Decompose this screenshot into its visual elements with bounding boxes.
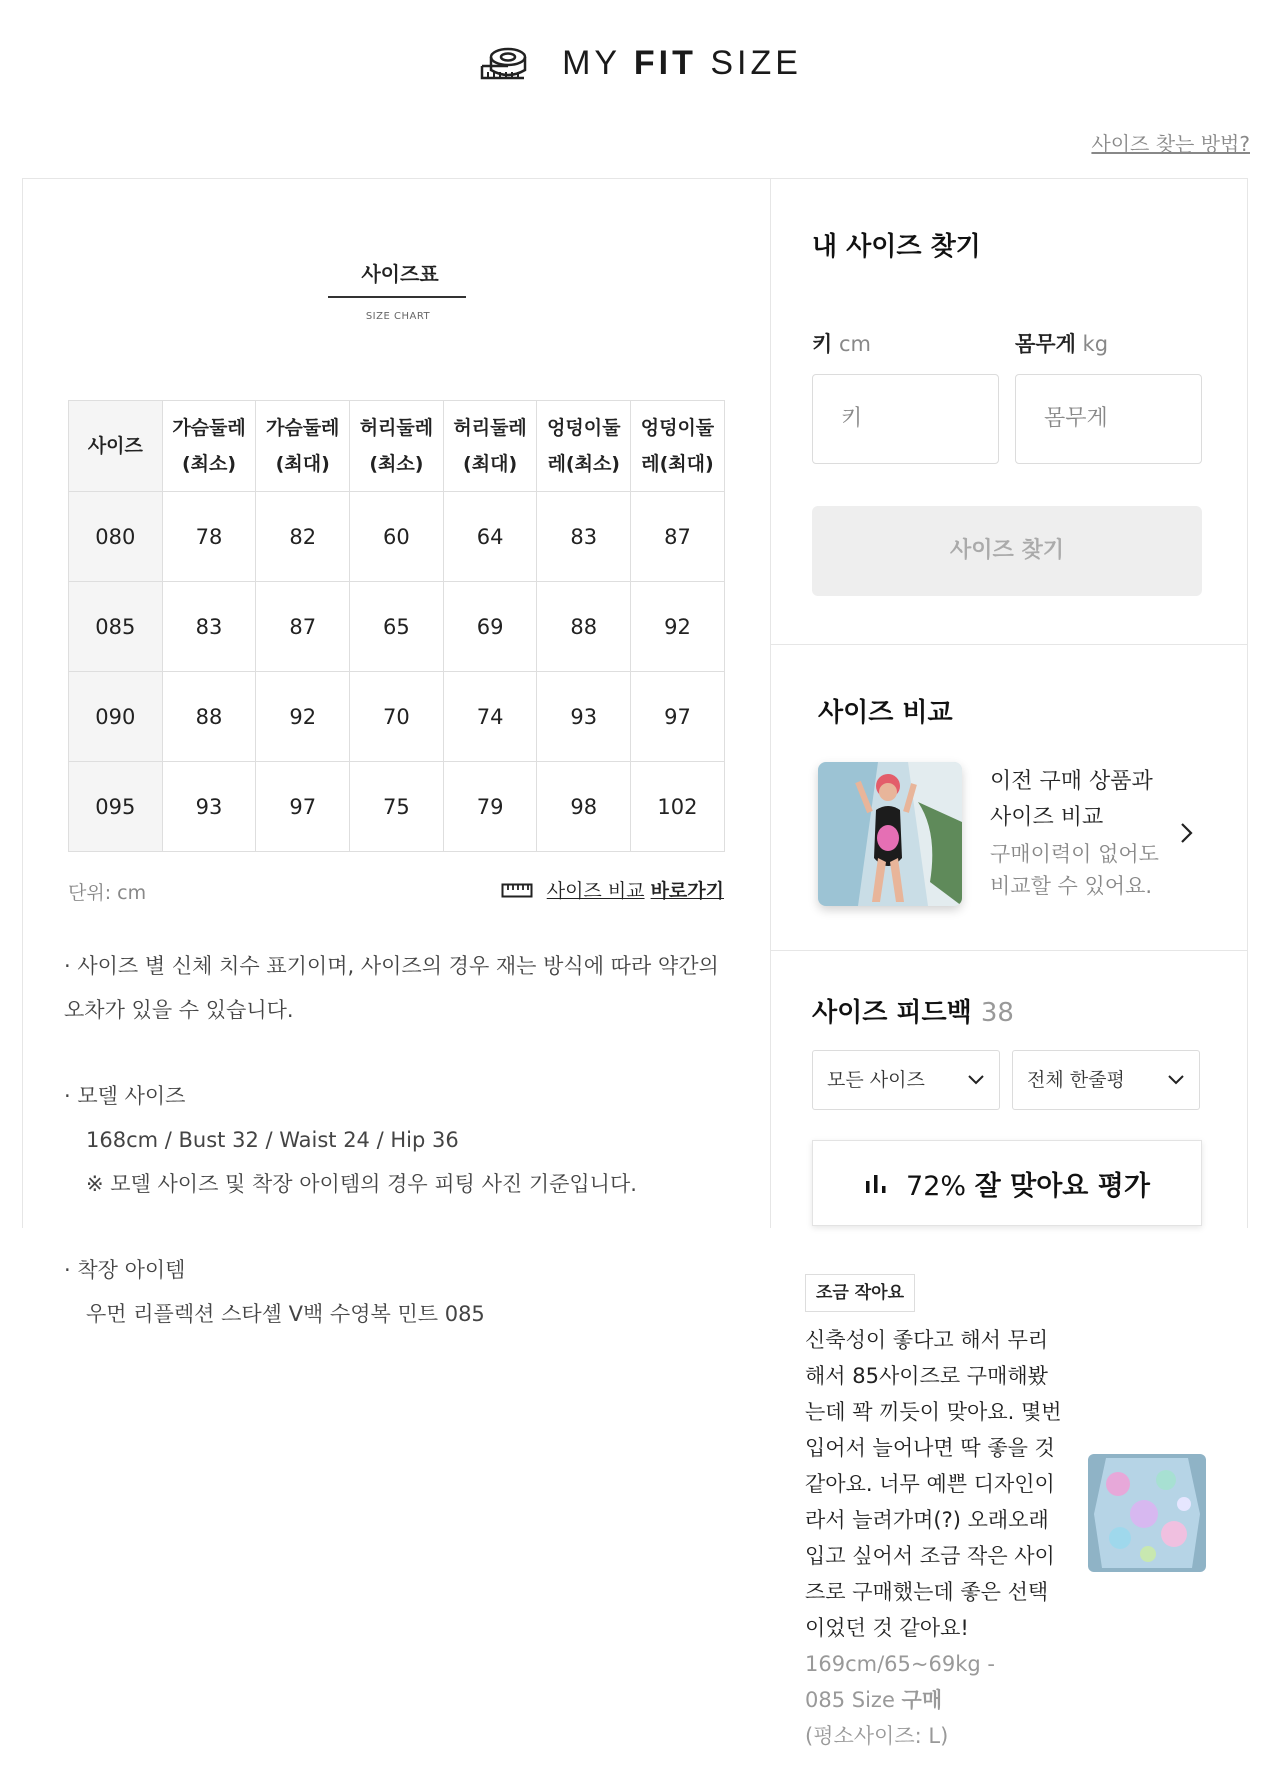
table-cell: 74 — [443, 672, 537, 762]
table-cell: 78 — [162, 492, 256, 582]
logo-wordmark: MY FIT SIZE — [562, 44, 802, 82]
weight-input[interactable]: 몸무게 — [1015, 374, 1202, 464]
table-cell: 82 — [256, 492, 350, 582]
table-cell: 75 — [350, 762, 444, 852]
size-cell: 085 — [69, 582, 163, 672]
model-note: ※ 모델 사이즈 및 착장 아이템의 경우 피팅 사진 기준입니다. — [86, 1172, 637, 1196]
size-notes — [64, 944, 744, 1336]
height-input[interactable]: 키 — [812, 374, 999, 464]
table-cell: 92 — [256, 672, 350, 762]
table-row — [69, 492, 725, 582]
table-cell: 102 — [631, 762, 725, 852]
fit-badge: 조금 작아요 — [805, 1274, 915, 1312]
column-header: 엉덩이둘 레(최소) — [537, 401, 631, 492]
worn-item-heading: · 착장 아이템 — [64, 1258, 186, 1282]
column-header: 허리둘레 (최소) — [350, 401, 444, 492]
table-cell: 88 — [537, 582, 631, 672]
review-text: 신축성이 좋다고 해서 무리해서 85사이즈로 구매해봤는데 꽉 끼듯이 맞아요. 몇번 입어서 늘어나면 딱 좋을 것 같아요. 너무 예쁜 디자인이라서 늘려가며(?) 오래오래 입고 싶어서 조금 작은 사이즈로 구매했는데 좋은 선택이었던 것 같아요! — [805, 1328, 1062, 1640]
table-cell: 98 — [537, 762, 631, 852]
previous-purchase-thumbnail[interactable] — [818, 762, 962, 906]
table-cell: 64 — [443, 492, 537, 582]
table-cell: 93 — [162, 762, 256, 852]
table-cell: 69 — [443, 582, 537, 672]
review-type-filter-select[interactable]: 전체 한줄평 — [1012, 1050, 1200, 1110]
size-chart-title: 사이즈표 — [361, 262, 439, 286]
table-cell: 97 — [631, 672, 725, 762]
tape-measure-icon — [478, 46, 534, 82]
note-line: · 사이즈 별 신체 치수 표기이며, 사이즈의 경우 재는 방식에 따라 약간의 — [64, 954, 719, 978]
title-underline — [328, 296, 466, 298]
size-compare-shortcut-link[interactable]: 사이즈 비교 바로가기 — [501, 876, 724, 903]
table-cell: 93 — [537, 672, 631, 762]
compare-subtext: 구매이력이 없어도 비교할 수 있어요. — [990, 842, 1159, 898]
table-cell: 83 — [162, 582, 256, 672]
divider — [770, 644, 1248, 645]
column-header: 가슴둘레 (최소) — [162, 401, 256, 492]
table-cell: 83 — [537, 492, 631, 582]
table-row — [69, 672, 725, 762]
table-cell: 97 — [256, 762, 350, 852]
table-cell: 79 — [443, 762, 537, 852]
model-measurements: 168cm / Bust 32 / Waist 24 / Hip 36 — [86, 1128, 459, 1152]
size-filter-select[interactable]: 모든 사이즈 — [812, 1050, 1000, 1110]
weight-label: 몸무게 kg — [1015, 332, 1109, 356]
table-cell: 70 — [350, 672, 444, 762]
unit-label: 단위: cm — [68, 882, 147, 904]
review-photo[interactable] — [1088, 1454, 1206, 1572]
size-cell: 090 — [69, 672, 163, 762]
divider — [770, 950, 1248, 951]
size-cell: 095 — [69, 762, 163, 852]
column-header: 가슴둘레 (최대) — [256, 401, 350, 492]
bar-chart-icon — [864, 1173, 888, 1193]
table-cell: 92 — [631, 582, 725, 672]
feedback-count: 38 — [980, 998, 1014, 1028]
column-header: 사이즈 — [69, 401, 163, 492]
size-guide-link[interactable]: 사이즈 찾는 방법? — [1091, 132, 1250, 156]
brand-logo — [0, 44, 1280, 86]
table-row — [69, 762, 725, 852]
note-line: 오차가 있을 수 있습니다. — [64, 998, 294, 1022]
column-header: 엉덩이둘 레(최대) — [631, 401, 725, 492]
reviewer-info: 169cm/65~69kg - 085 Size 구매 (평소사이즈: L) — [805, 1652, 995, 1748]
size-chart-subtitle: SIZE CHART — [365, 311, 431, 322]
table-cell: 65 — [350, 582, 444, 672]
size-compare-title: 사이즈 비교 — [818, 698, 953, 728]
chevron-down-icon — [1167, 1074, 1185, 1086]
chevron-right-icon[interactable] — [1176, 820, 1196, 846]
size-table — [68, 400, 725, 852]
find-size-button[interactable]: 사이즈 찾기 — [812, 506, 1202, 596]
size-feedback-title: 사이즈 피드백 38 — [812, 998, 1014, 1028]
table-cell: 60 — [350, 492, 444, 582]
size-cell: 080 — [69, 492, 163, 582]
fit-rating-summary-button[interactable]: 72% 잘 맞아요 평가 — [812, 1140, 1202, 1226]
height-label: 키 cm — [812, 332, 871, 356]
worn-item-name: 우먼 리플렉션 스타셸 V백 수영복 민트 085 — [86, 1302, 485, 1326]
table-cell: 88 — [162, 672, 256, 762]
chevron-down-icon — [967, 1074, 985, 1086]
model-size-heading: · 모델 사이즈 — [64, 1084, 186, 1108]
table-cell: 87 — [631, 492, 725, 582]
column-header: 허리둘레 (최대) — [443, 401, 537, 492]
table-header-row — [69, 401, 725, 492]
table-cell: 87 — [256, 582, 350, 672]
table-row — [69, 582, 725, 672]
find-size-title: 내 사이즈 찾기 — [812, 232, 981, 262]
compare-description: 이전 구매 상품과 사이즈 비교 — [990, 769, 1153, 830]
ruler-icon — [501, 881, 533, 899]
